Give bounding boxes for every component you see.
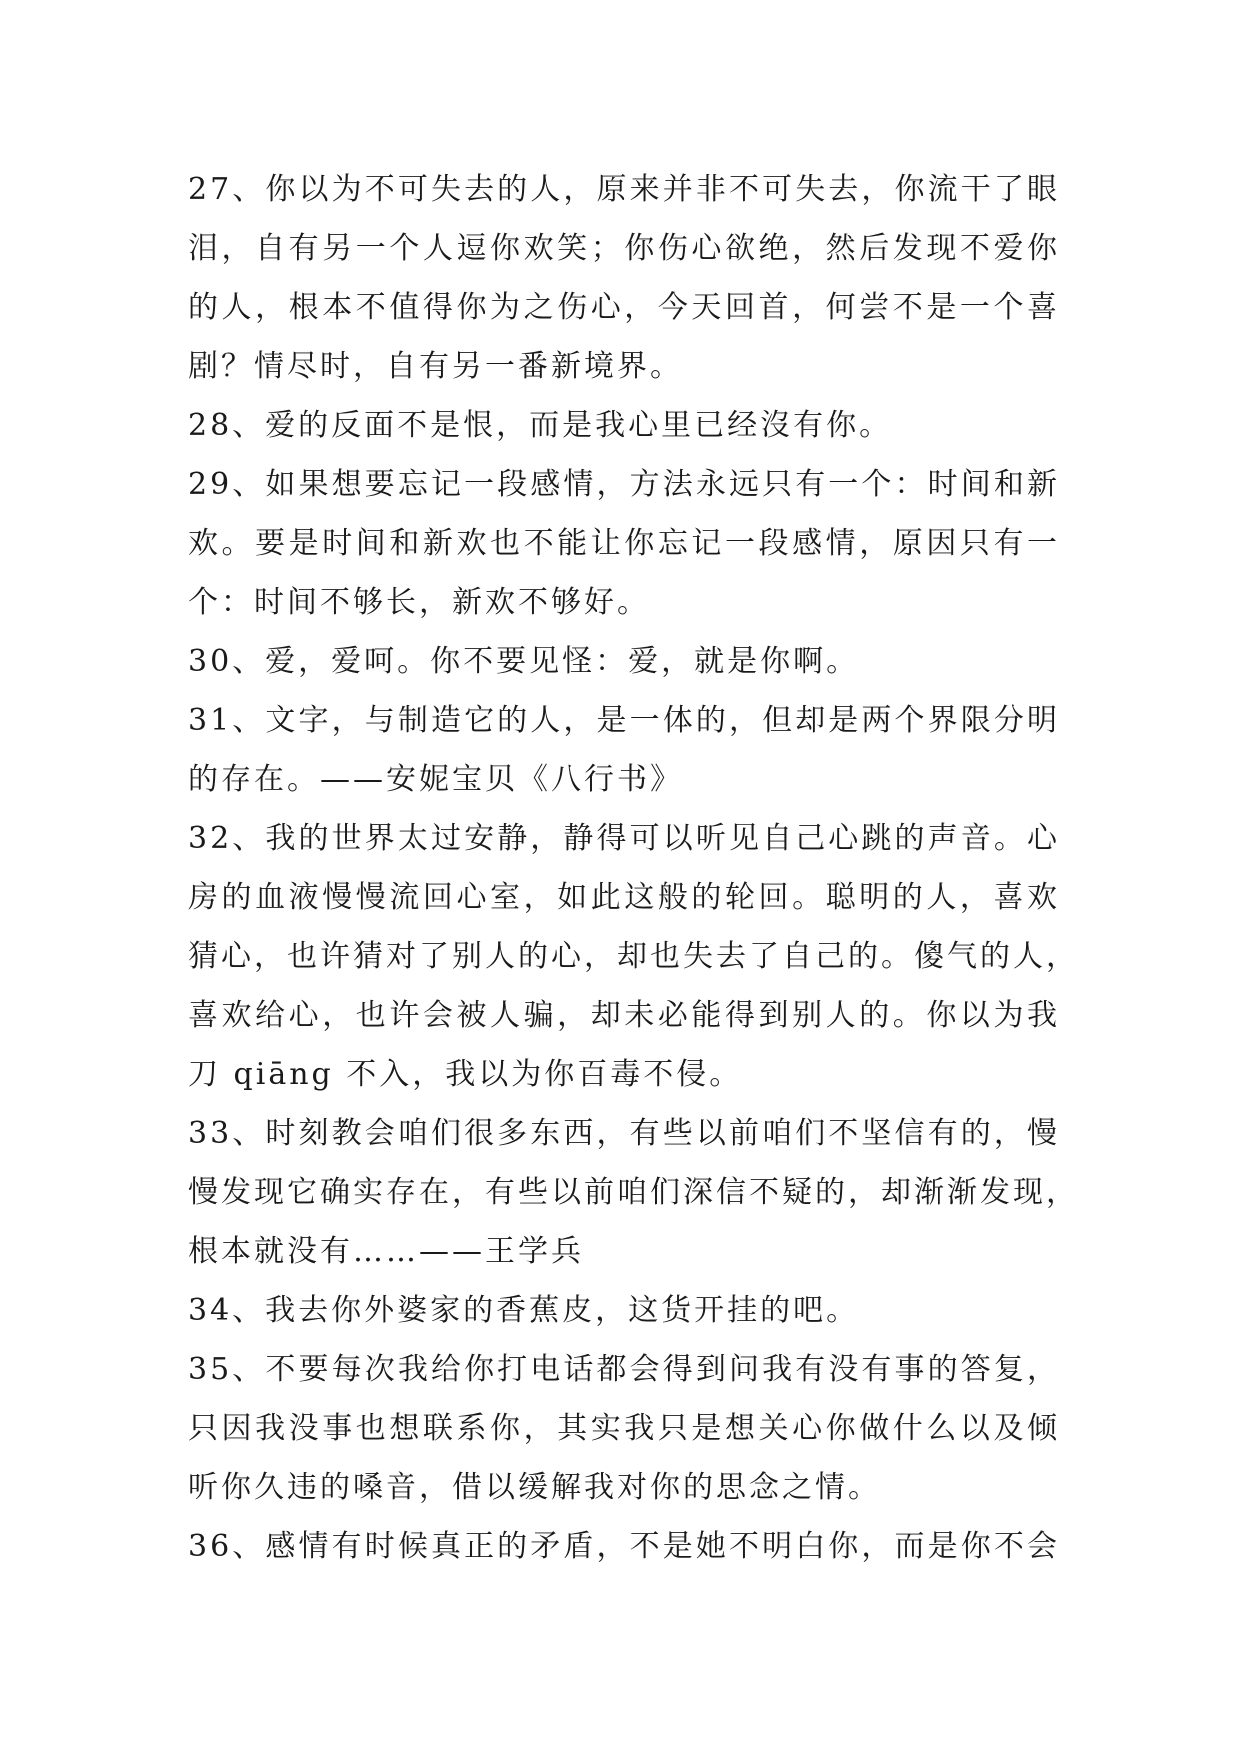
text-line: 的人，根本不值得你为之伤心，今天回首，何尝不是一个喜 (188, 290, 1060, 325)
paragraph-36 (188, 1517, 1060, 1576)
paragraph-32 (188, 809, 1079, 1104)
text-line: 32、我的世界太过安静，静得可以听见自己心跳的声音。心 (188, 821, 1060, 856)
text-line: 28、爱的反面不是恨，而是我心里已经沒有你。 (188, 408, 893, 443)
text-line: 猜心，也许猜对了别人的心，却也失去了自己的。傻气的人， (188, 939, 1079, 974)
document-body (188, 160, 1079, 1576)
paragraph-29 (188, 455, 1060, 632)
text-line: 泪，自有另一个人逗你欢笑；你伤心欲绝，然后发现不爱你 (188, 231, 1060, 266)
text-line: 听你久违的嗓音，借以缓解我对你的思念之情。 (188, 1470, 881, 1505)
text-line: 33、时刻教会咱们很多东西，有些以前咱们不坚信有的，慢 (188, 1116, 1060, 1151)
text-line: 刀 qiāng 不入，我以为你百毒不侵。 (188, 1057, 743, 1092)
text-line: 慢发现它确实存在，有些以前咱们深信不疑的，却渐渐发现， (188, 1175, 1079, 1210)
text-line: 根本就没有……——王学兵 (188, 1234, 584, 1269)
text-line: 27、你以为不可失去的人，原来并非不可失去，你流干了眼 (188, 172, 1060, 207)
text-line: 房的血液慢慢流回心室，如此这般的轮回。聪明的人，喜欢 (188, 880, 1060, 915)
paragraph-33 (188, 1104, 1079, 1281)
paragraph-30 (188, 632, 1060, 691)
text-line: 34、我去你外婆家的香蕉皮，这货开挂的吧。 (188, 1293, 860, 1328)
text-line: 只因我没事也想联系你，其实我只是想关心你做什么以及倾 (188, 1411, 1060, 1446)
text-line: 喜欢给心，也许会被人骗，却未必能得到别人的。你以为我 (188, 998, 1060, 1033)
paragraph-34 (188, 1281, 1060, 1340)
text-line: 31、文字，与制造它的人，是一体的，但却是两个界限分明 (188, 703, 1060, 738)
paragraph-27 (188, 160, 1060, 396)
paragraph-31 (188, 691, 1060, 809)
text-line: 35、不要每次我给你打电话都会得到问我有没有事的答复， (188, 1352, 1060, 1387)
text-line: 的存在。——安妮宝贝《八行书》 (188, 762, 683, 797)
text-line: 欢。要是时间和新欢也不能让你忘记一段感情，原因只有一 (188, 526, 1060, 561)
text-line: 36、感情有时候真正的矛盾，不是她不明白你，而是你不会 (188, 1529, 1060, 1564)
paragraph-28 (188, 396, 1060, 455)
text-line: 个：时间不够长，新欢不够好。 (188, 585, 650, 620)
text-line: 30、爱，爱呵。你不要见怪：爱，就是你啊。 (188, 644, 860, 679)
paragraph-35 (188, 1340, 1060, 1517)
text-line: 29、如果想要忘记一段感情，方法永远只有一个：时间和新 (188, 467, 1060, 502)
text-line: 剧？情尽时，自有另一番新境界。 (188, 349, 683, 384)
